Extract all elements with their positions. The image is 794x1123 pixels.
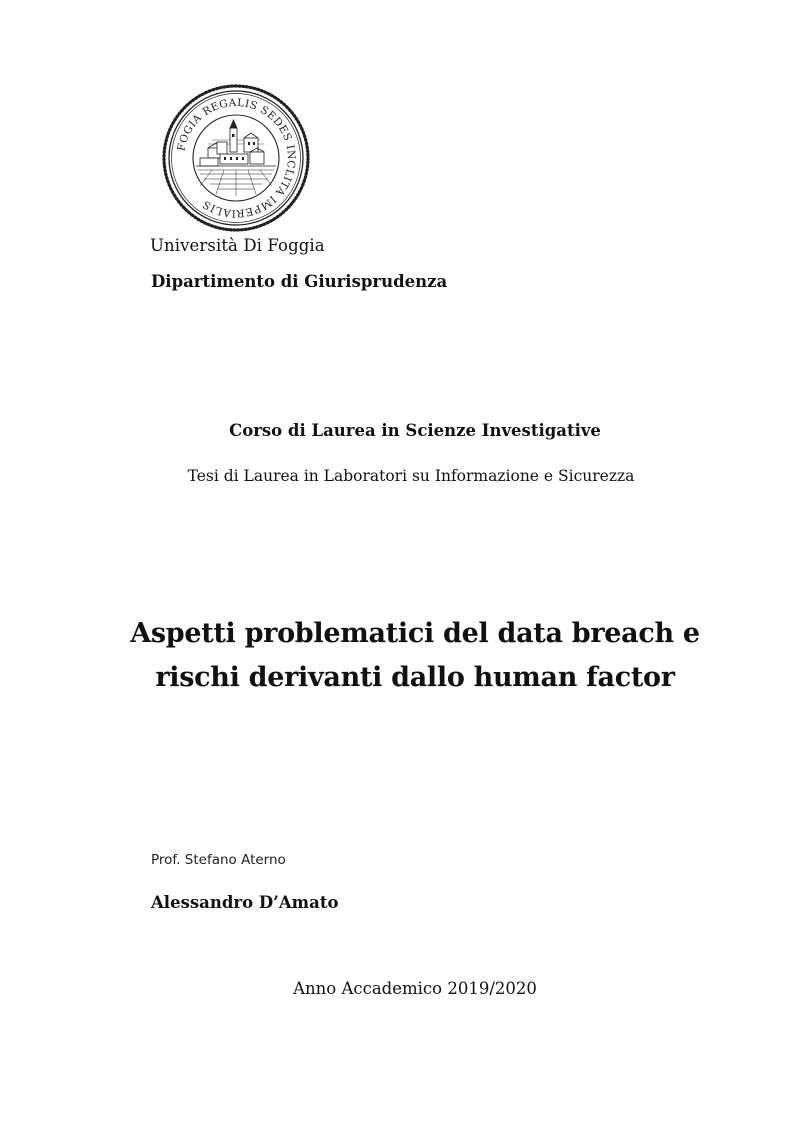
- thesis-type: Tesi di Laurea in Laboratori su Informazione e Sicurezza: [187, 467, 635, 485]
- university-seal-icon: [160, 82, 312, 234]
- academic-year: Anno Accademico 2019/2020: [293, 979, 537, 998]
- university-name: Università Di Foggia: [150, 236, 325, 255]
- svg-text:FOGIA REGALIS SEDES INCLITA IM: FOGIA REGALIS SEDES INCLITA IMPERIALIS: [175, 96, 298, 220]
- author-name: Alessandro D’Amato: [151, 893, 339, 912]
- thesis-title-line-1: Aspetti problematici del data breach e: [130, 618, 700, 649]
- department-name: Dipartimento di Giurisprudenza: [151, 272, 448, 291]
- supervisor-name: Prof. Stefano Aterno: [151, 852, 286, 868]
- thesis-title-line-2: rischi derivanti dallo human factor: [155, 662, 675, 693]
- thesis-title: [0, 612, 794, 700]
- course-name: Corso di Laurea in Scienze Investigative: [229, 421, 601, 440]
